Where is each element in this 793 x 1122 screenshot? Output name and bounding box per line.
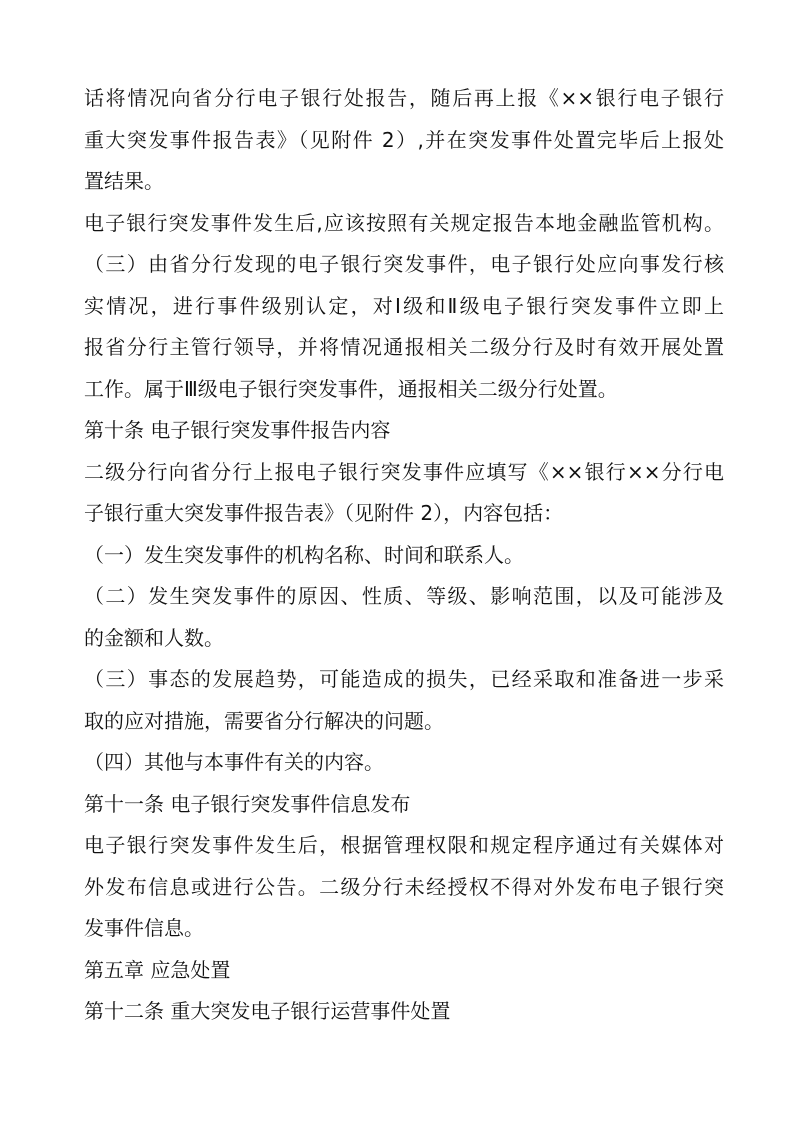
document-body <box>84 78 724 1033</box>
chapter-heading: 第五章 应急处置 <box>84 957 231 982</box>
text-line: 子银行重大突发事件报告表》（见附件 2），内容包括： <box>84 501 564 525</box>
text-line: 取的应对措施，需要省分行解决的问题。 <box>84 708 444 733</box>
list-item: （一）发生突发事件的机构名称、时间和联系人。 <box>84 542 524 567</box>
text-line: 发事件信息。 <box>84 916 204 940</box>
text-line: 二级分行向省分行上报电子银行突发事件应填写《××银行××分行电 <box>84 459 724 484</box>
text-line: 电子银行突发事件发生后,应该按照有关规定报告本地金融监管机构。 <box>84 210 724 235</box>
text-line: 报省分行主管行领导，并将情况通报相关二级分行及时有效开展处置 <box>84 335 724 359</box>
text-line: 重大突发事件报告表》（见附件 2）,并在突发事件处置完毕后上报处 <box>84 127 724 152</box>
section-heading: 第十一条 电子银行突发事件信息发布 <box>84 791 411 816</box>
text-line: 话将情况向省分行电子银行处报告，随后再上报《××银行电子银行 <box>84 86 724 110</box>
text-line: 外发布信息或进行公告。二级分行未经授权不得对外发布电子银行突 <box>84 874 724 899</box>
text-line: 工作。属于Ⅲ级电子银行突发事件，通报相关二级分行处置。 <box>84 376 618 401</box>
section-heading: 第十条 电子银行突发事件报告内容 <box>84 418 391 442</box>
list-item: （二）发生突发事件的原因、性质、等级、影响范围，以及可能涉及 <box>84 584 724 608</box>
text-line: 的金额和人数。 <box>84 625 224 650</box>
list-item: （三）事态的发展趋势，可能造成的损失，已经采取和准备进一步采 <box>84 667 724 691</box>
section-heading: 第十二条 重大突发电子银行运营事件处置 <box>84 999 451 1023</box>
text-line: （三）由省分行发现的电子银行突发事件，电子银行处应向事发行核 <box>84 252 724 276</box>
text-line: 实情况，进行事件级别认定，对Ⅰ级和Ⅱ级电子银行突发事件立即上 <box>84 293 724 318</box>
text-line: 置结果。 <box>84 169 164 193</box>
text-line: 电子银行突发事件发生后，根据管理权限和规定程序通过有关媒体对 <box>84 833 724 857</box>
list-item: （四）其他与本事件有关的内容。 <box>84 750 384 774</box>
